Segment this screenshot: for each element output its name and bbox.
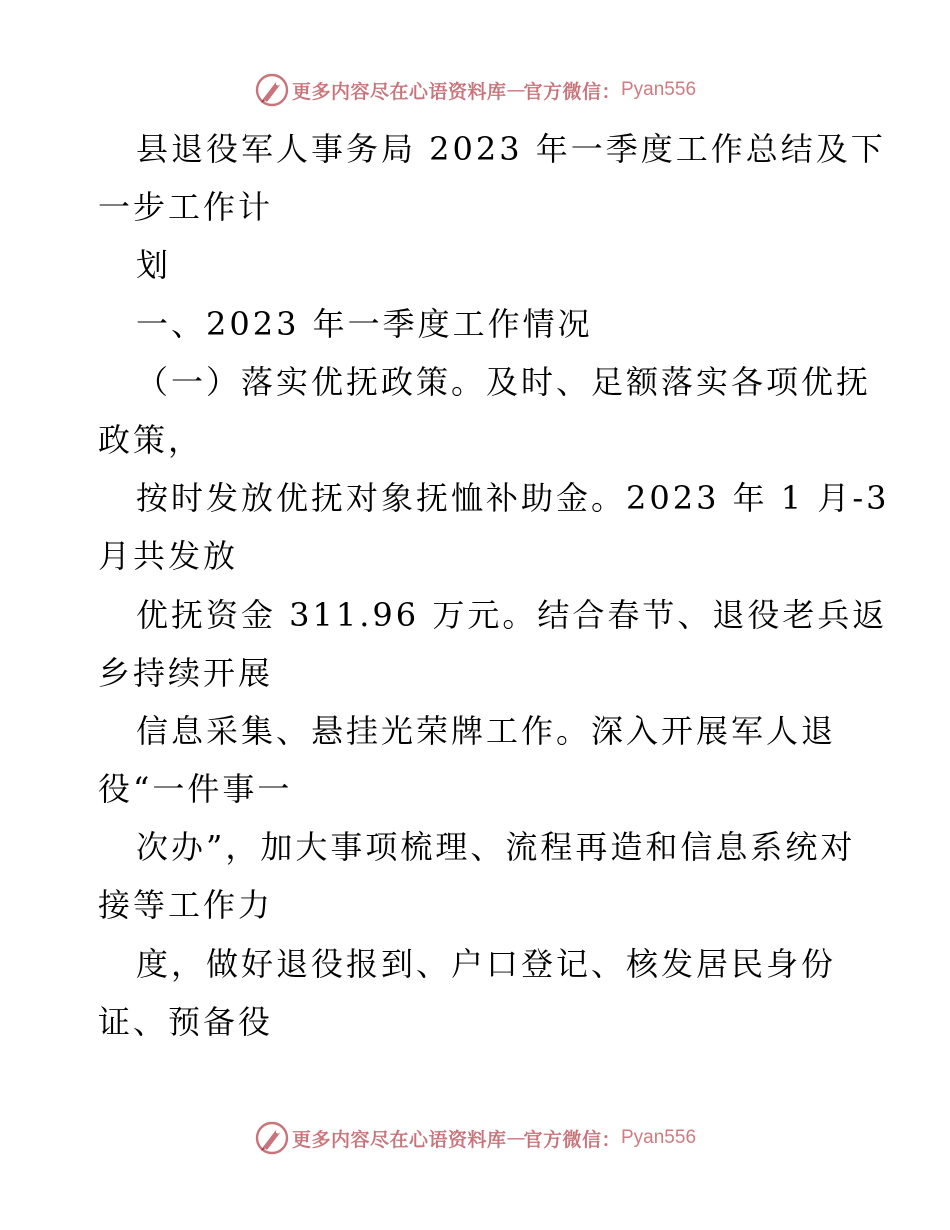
text-line: 度，做好退役报到、户口登记、核发居民身份 [136, 944, 837, 983]
text-line: 月共发放 [98, 537, 239, 576]
footer-watermark [0, 1118, 950, 1158]
pen-logo-icon [254, 1120, 290, 1156]
watermark-code: Pyan556 [621, 1127, 697, 1148]
watermark-dash: — [506, 79, 524, 101]
text-line: （一）落实优抚政策。及时、足额落实各项优抚 [136, 362, 872, 401]
text-line: 县退役军人事务局 2023 年一季度工作总结及下 [136, 130, 886, 168]
pen-logo-icon [254, 72, 290, 108]
watermark-site: 更多内容尽在心语资料库 [291, 1128, 507, 1151]
text-line: 证、预备役 [98, 1002, 274, 1041]
header-watermark [0, 70, 950, 110]
text-line: 划 [136, 246, 172, 285]
text-line: 按时发放优抚对象抚恤补助金。2023 年 1 月-3 [136, 479, 890, 518]
watermark-label: 官方微信： [523, 80, 621, 103]
text-line: 优抚资金 311.96 万元。结合春节、退役老兵返 [136, 595, 888, 634]
text-line: 政策， [98, 420, 204, 459]
watermark-label: 官方微信： [523, 1128, 621, 1151]
document-body [98, 120, 890, 1051]
watermark-code: Pyan556 [621, 79, 697, 100]
text-line: 役“一件事一 [98, 770, 293, 809]
text-line: 接等工作力 [98, 886, 274, 925]
text-line: 一步工作计 [98, 188, 274, 227]
text-line: 信息采集、悬挂光荣牌工作。深入开展军人退 [136, 711, 837, 750]
watermark-dash: — [506, 1127, 524, 1149]
text-line: 乡持续开展 [98, 653, 274, 692]
watermark-site: 更多内容尽在心语资料库 [291, 80, 507, 103]
text-line: 一、2023 年一季度工作情况 [136, 304, 593, 343]
text-line: 次办”，加大事项梳理、流程再造和信息系统对 [136, 828, 856, 867]
